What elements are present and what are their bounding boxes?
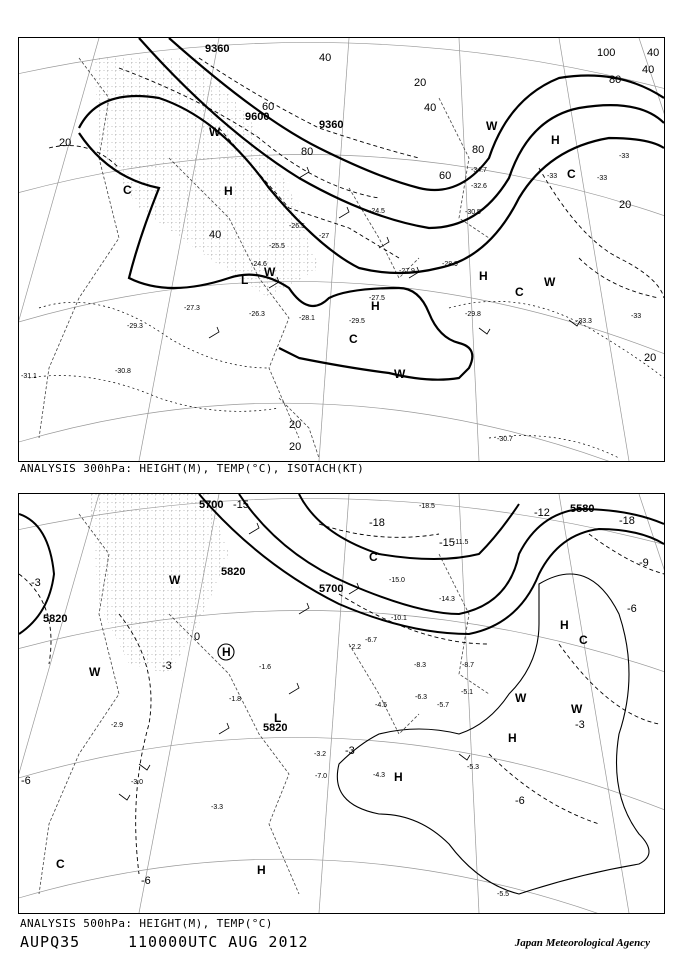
station-temp: -30.5	[465, 209, 481, 216]
isotherm-label: -15	[233, 499, 249, 511]
station-temp: -27.3	[184, 305, 200, 312]
low-center: L	[274, 711, 282, 725]
isotherm-label: -12	[534, 507, 550, 519]
station-temp: -24.5	[369, 208, 385, 215]
station-obs: -14.3	[439, 596, 455, 603]
isotach-label: 80	[301, 146, 314, 158]
station-temp: -33.3	[576, 318, 592, 325]
cold-center: C	[515, 285, 524, 299]
station-obs: -11.5	[453, 539, 469, 546]
isotach-label: 20	[289, 419, 302, 431]
contour-label: 5580	[570, 503, 595, 515]
high-center: H	[560, 618, 569, 632]
cold-center: C	[567, 167, 576, 181]
station-obs: -3.0	[131, 779, 144, 786]
isotach-label: 40	[424, 102, 437, 114]
station-temp: -34.7	[471, 167, 487, 174]
contours-thin	[218, 574, 649, 894]
station-temp: -30.8	[115, 368, 131, 375]
high-center: H	[479, 269, 488, 283]
caption-500hpa: ANALYSIS 500hPa: HEIGHT(M), TEMP(°C)	[20, 917, 273, 930]
warm-center: W	[169, 573, 181, 587]
high-center: H	[371, 299, 380, 313]
isotach-label: 20	[59, 137, 72, 149]
high-center: H	[508, 731, 517, 745]
isotherm-label: -3	[345, 745, 355, 757]
isotach-label: 60	[262, 101, 275, 113]
isotherm-label: 0	[194, 631, 201, 643]
isotherm-label: -6	[627, 603, 637, 615]
station-temp: -32.6	[471, 183, 487, 190]
station-obs: -6.3	[415, 694, 428, 701]
isotherm-label: -6	[21, 775, 31, 787]
station-temp: -25.5	[269, 243, 285, 250]
contour-label: 9360	[205, 43, 230, 55]
station-obs: -2.9	[111, 722, 124, 729]
caption-300hpa: ANALYSIS 300hPa: HEIGHT(M), TEMP(°C), ISOTACH(KT)	[20, 462, 365, 475]
map-500hpa-svg	[19, 494, 664, 913]
isotach-label: 100	[597, 47, 616, 59]
isotherm-label: -3	[162, 660, 172, 672]
isotherm-label: -9	[639, 557, 649, 569]
contour-label: 5820	[43, 613, 68, 625]
station-temp: -31.1	[21, 373, 37, 380]
high-center: H	[394, 770, 403, 784]
station-temp: -29.3	[127, 323, 143, 330]
isotherm-label: -6	[141, 875, 151, 887]
station-temp: -26.3	[249, 311, 265, 318]
warm-center: W	[571, 702, 583, 716]
warm-center: W	[486, 119, 498, 133]
isotach-label: 20	[619, 199, 632, 211]
high-center: H	[551, 133, 560, 147]
hatch-area	[89, 494, 229, 674]
valid-time: 110000UTC AUG 2012	[128, 933, 309, 951]
station-obs: -2.2	[349, 644, 362, 651]
station-obs: -15.0	[389, 577, 405, 584]
station-obs: -3.3	[211, 804, 224, 811]
isotherms	[29, 301, 664, 458]
cold-center: C	[369, 550, 378, 564]
high-center: H	[257, 863, 266, 877]
isotach-label: 20	[414, 77, 427, 89]
cold-center: C	[123, 183, 132, 197]
contour-label: 5820	[221, 566, 246, 578]
station-temp: -28.1	[299, 315, 315, 322]
contour-label: 5820	[263, 722, 288, 734]
isotherm-label: -15	[439, 537, 455, 549]
isotherm-label: -18	[369, 517, 385, 529]
contour-label: 9360	[319, 119, 344, 131]
isotherm-label: -6	[515, 795, 525, 807]
warm-center: W	[209, 125, 221, 139]
isotherm-label: -18	[619, 515, 635, 527]
station-obs: -1.6	[259, 664, 272, 671]
isotach-label: 80	[472, 144, 485, 156]
station-obs: -5.1	[461, 689, 474, 696]
cold-center: C	[579, 633, 588, 647]
cold-center: C	[56, 857, 65, 871]
station-obs: -18.5	[419, 503, 435, 510]
warm-center: W	[515, 691, 527, 705]
station-temp: -33	[619, 153, 630, 160]
station-temp: -33	[547, 173, 558, 180]
warm-center: W	[89, 665, 101, 679]
isotherm-label: -3	[575, 719, 585, 731]
low-center: L	[241, 273, 249, 287]
station-temp: -24.6	[251, 261, 267, 268]
map-300hpa-svg	[19, 38, 664, 461]
contour-label: 5700	[319, 583, 344, 595]
station-obs: -1.8	[229, 696, 242, 703]
warm-center: W	[394, 367, 406, 381]
station-temp: -27.9	[399, 268, 415, 275]
station-obs: -4.5	[375, 702, 388, 709]
isotach-label: 80	[609, 74, 622, 86]
isotach-label: 40	[642, 64, 655, 76]
isotach-label: 40	[209, 229, 222, 241]
analysis-300hpa-map	[18, 37, 665, 462]
isotach-label: 60	[439, 170, 452, 182]
station-obs: -5.5	[497, 891, 510, 898]
warm-center: W	[544, 275, 556, 289]
station-obs: -8.3	[414, 662, 427, 669]
isotherm-label: -3	[31, 577, 41, 589]
high-center: H	[222, 645, 231, 659]
station-obs: -5.3	[467, 764, 480, 771]
station-temp: -33	[631, 313, 642, 320]
station-obs: -5.7	[437, 702, 450, 709]
station-obs: -6.7	[365, 637, 378, 644]
station-temp: -27	[319, 233, 330, 240]
station-obs: -10.1	[391, 615, 407, 622]
contour-label: 5700	[199, 499, 224, 511]
station-obs: -7.0	[315, 773, 328, 780]
isotach-label: 20	[289, 441, 302, 453]
station-obs: -3.2	[314, 751, 327, 758]
warm-center: W	[264, 265, 276, 279]
station-temp: -26.5	[289, 223, 305, 230]
station-obs: -8.7	[462, 662, 475, 669]
station-temp: -30.7	[497, 436, 513, 443]
cold-center: C	[349, 332, 358, 346]
chart-code: AUPQ35	[20, 933, 81, 951]
agency-name: Japan Meteorological Agency	[514, 937, 650, 949]
station-temp: -28.9	[442, 261, 458, 268]
contour-label: 9600	[245, 111, 270, 123]
station-temp: -29.5	[349, 318, 365, 325]
station-temp: -33	[597, 175, 608, 182]
high-center: H	[224, 184, 233, 198]
isotach-label: 20	[644, 352, 657, 364]
isotach-label: 40	[319, 52, 332, 64]
station-temp: -29.8	[465, 311, 481, 318]
analysis-500hpa-map	[18, 493, 665, 914]
isotach-label: 40	[647, 47, 660, 59]
station-temp: -27.5	[369, 295, 385, 302]
station-obs: -4.3	[373, 772, 386, 779]
